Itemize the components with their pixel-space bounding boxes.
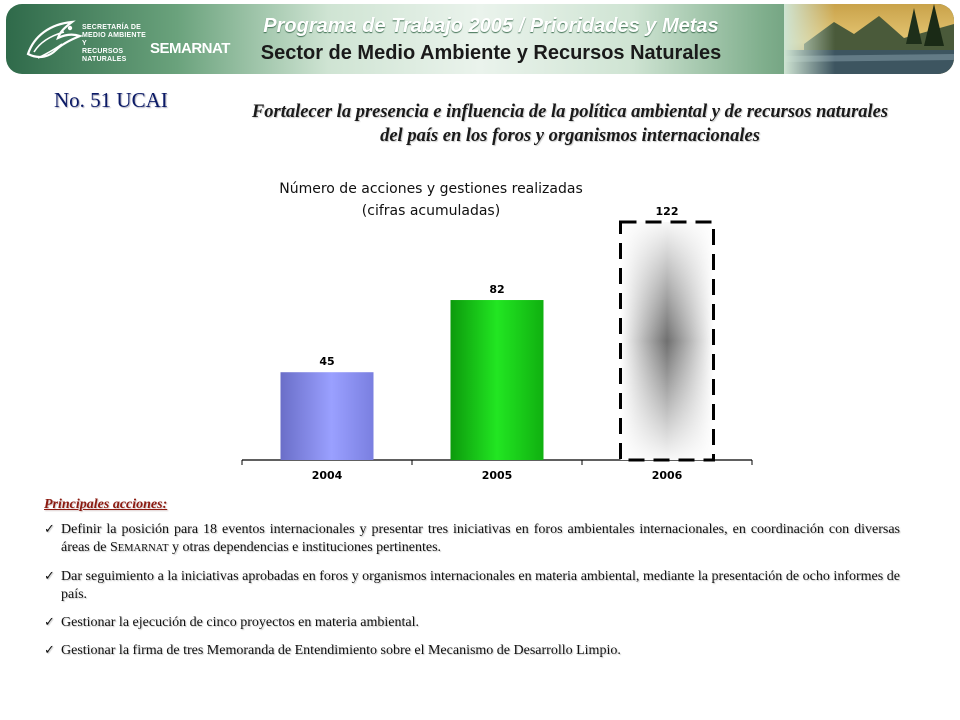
bar-shading-2006 bbox=[621, 222, 714, 460]
chart-title-line-2: (cifras acumuladas) bbox=[361, 203, 501, 219]
checkmark-icon: ✓ bbox=[44, 522, 55, 537]
logo-ministry-text: SECRETARÍA DE MEDIO AMBIENTE Y RECURSOS NATURALES bbox=[82, 24, 146, 63]
landscape-photo bbox=[784, 4, 954, 74]
data-label-2004: 45 bbox=[319, 355, 335, 369]
header bbox=[0, 0, 960, 78]
bar-2004 bbox=[281, 372, 374, 460]
section-title: Fortalecer la presencia e influencia de la política ambiental y de recursos naturales del país en los foros y organismos internacionales bbox=[251, 102, 889, 146]
semarnat-logo bbox=[16, 10, 230, 68]
action-item: ✓ Dar seguimiento a la iniciativas aprobadas en foros y organismos internacionales en materia ambiental, mediante la presentación de ocho informes de país. bbox=[44, 569, 900, 602]
header-banner bbox=[6, 4, 954, 74]
checkmark-icon: ✓ bbox=[44, 569, 55, 584]
actions-heading: Principales acciones: bbox=[44, 497, 168, 512]
action-item: ✓ Gestionar la ejecución de cinco proyectos en materia ambiental. bbox=[44, 615, 420, 630]
x-tick-label-2006: 2006 bbox=[651, 469, 683, 482]
actions-list bbox=[44, 521, 900, 670]
logo-brand: SEMARNAT bbox=[150, 40, 230, 57]
header-title: Programa de Trabajo 2005 / Prioridades y Metas bbox=[263, 15, 719, 37]
bar-2005 bbox=[451, 300, 544, 460]
chart-plot bbox=[236, 170, 756, 490]
data-label-2006: 122 bbox=[655, 205, 679, 218]
chart-title-line-1: Número de acciones y gestiones realizadas bbox=[279, 181, 583, 197]
checkmark-icon: ✓ bbox=[44, 615, 55, 630]
action-item: ✓ Definir la posición para 18 eventos internacionales y presentar tres iniciativas en foros ambientales internacionales, en coordinación con diversas áreas de SEMARNAT y otras dependencias e instituciones pertinentes. bbox=[44, 522, 900, 555]
eagle-emblem-icon bbox=[20, 14, 86, 66]
x-tick-label-2005: 2005 bbox=[481, 469, 513, 482]
x-tick-label-2004: 2004 bbox=[311, 469, 343, 482]
data-label-2005: 82 bbox=[489, 283, 505, 297]
bar-chart bbox=[236, 170, 756, 490]
checkmark-icon: ✓ bbox=[44, 643, 55, 658]
section-code: No. 51 UCAI bbox=[54, 88, 168, 112]
header-subtitle: Sector de Medio Ambiente y Recursos Naturales bbox=[260, 42, 722, 64]
action-item: ✓ Gestionar la firma de tres Memoranda de Entendimiento sobre el Mecanismo de Desarrollo Limpio. bbox=[44, 643, 621, 658]
